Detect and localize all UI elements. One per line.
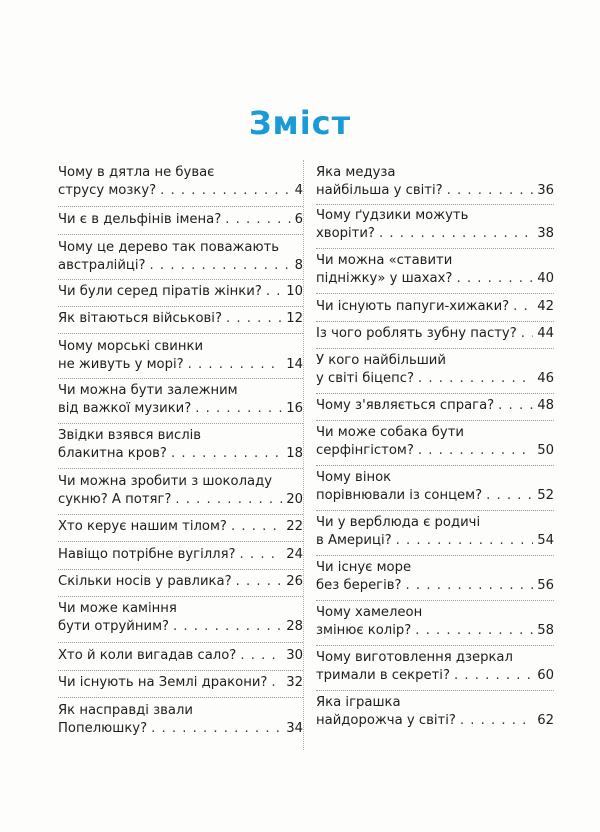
toc-entry[interactable] bbox=[316, 469, 554, 505]
entry-separator bbox=[316, 393, 554, 394]
toc-page-number: 34 bbox=[286, 721, 303, 736]
toc-entry[interactable] bbox=[316, 424, 554, 460]
toc-page-number: 58 bbox=[537, 623, 554, 638]
toc-entry-title: змінює колір? bbox=[316, 623, 412, 638]
entry-separator bbox=[316, 465, 554, 466]
toc-entry-line bbox=[316, 370, 554, 388]
column-divider bbox=[303, 160, 304, 750]
toc-entry-title: порівнювали із сонцем? bbox=[316, 488, 483, 503]
toc-page-number: 50 bbox=[537, 443, 554, 458]
toc-entry-line bbox=[58, 618, 303, 636]
toc-entry-title: Чому в дятла не буває bbox=[58, 165, 215, 180]
entry-separator bbox=[316, 321, 554, 322]
toc-entry-title: Чи може собака бути bbox=[316, 425, 464, 440]
dot-leader bbox=[456, 270, 533, 288]
toc-page-number: 10 bbox=[286, 284, 303, 299]
toc-entry-title: без берегів? bbox=[316, 578, 402, 593]
toc-entry[interactable] bbox=[58, 546, 303, 564]
entry-separator bbox=[316, 690, 554, 691]
toc-page-number: 26 bbox=[286, 574, 303, 589]
toc-entry-title: Чи існують папуги-хижаки? bbox=[316, 299, 510, 314]
toc-entry-title: Як насправді звали bbox=[58, 703, 193, 718]
entry-separator bbox=[58, 378, 303, 379]
toc-page-number: 32 bbox=[286, 675, 303, 690]
toc-entry-title: Хто керує нашим тілом? bbox=[58, 519, 227, 534]
toc-entry-title: Яка медуза bbox=[316, 165, 396, 180]
toc-page-number: 24 bbox=[286, 547, 303, 562]
toc-entry-line bbox=[316, 164, 554, 182]
entry-separator bbox=[316, 293, 554, 294]
toc-entry-title: Чому це дерево так поважають bbox=[58, 240, 280, 255]
toc-entry[interactable] bbox=[316, 164, 554, 200]
entry-separator bbox=[58, 279, 303, 280]
toc-entry[interactable] bbox=[58, 600, 303, 636]
toc-entry-line bbox=[58, 400, 303, 418]
toc-entry[interactable] bbox=[316, 397, 554, 415]
toc-entry-line bbox=[58, 356, 303, 374]
toc-entry-line bbox=[58, 445, 303, 463]
entry-separator bbox=[58, 333, 303, 334]
entry-separator bbox=[316, 645, 554, 646]
toc-entry-title: Із чого роблять зубну пасту? bbox=[316, 326, 517, 341]
toc-page-number: 40 bbox=[537, 271, 554, 286]
toc-entry-title: Навіщо потрібне вугілля? bbox=[58, 547, 236, 562]
toc-entry-title: Чи існують на Землі дракони? bbox=[58, 675, 268, 690]
toc-page-number: 4 bbox=[294, 183, 303, 198]
toc-entry-title: Яка іграшка bbox=[316, 695, 401, 710]
toc-entry[interactable] bbox=[58, 647, 303, 665]
dot-leader bbox=[175, 491, 282, 509]
dot-leader bbox=[418, 370, 533, 388]
dot-leader bbox=[236, 573, 283, 591]
toc-entry-line bbox=[58, 382, 303, 400]
dot-leader bbox=[460, 712, 533, 730]
toc-entry-line bbox=[316, 694, 554, 712]
toc-entry-line bbox=[316, 270, 554, 288]
toc-entry-line bbox=[58, 473, 303, 491]
dot-leader bbox=[454, 667, 533, 685]
toc-entry-line bbox=[58, 720, 303, 738]
toc-entry-title: Чи можна бути залежним bbox=[58, 383, 238, 398]
toc-entry[interactable] bbox=[316, 604, 554, 640]
toc-entry-line bbox=[58, 164, 303, 182]
dot-leader bbox=[266, 283, 282, 301]
toc-entry-line bbox=[58, 239, 303, 257]
toc-entry-line bbox=[316, 577, 554, 595]
toc-entry-line bbox=[58, 427, 303, 445]
toc-entry-line bbox=[316, 442, 554, 460]
toc-entry-title: Чому з'являється спрага? bbox=[316, 398, 495, 413]
toc-entry-title: струсу мозку? bbox=[58, 183, 157, 198]
entry-separator bbox=[58, 697, 303, 698]
dot-leader bbox=[447, 182, 534, 200]
entry-separator bbox=[316, 510, 554, 511]
toc-page-number: 8 bbox=[294, 258, 303, 273]
entry-separator bbox=[316, 555, 554, 556]
toc-page-number: 20 bbox=[286, 492, 303, 507]
dot-leader bbox=[150, 257, 291, 275]
entry-separator bbox=[316, 348, 554, 349]
toc-entry-title: серфінгістом? bbox=[316, 443, 414, 458]
toc-entry-title: підніжку» у шахах? bbox=[316, 271, 453, 286]
entry-separator bbox=[58, 514, 303, 515]
toc-entry-title: Чи можна зробити з шоколаду bbox=[58, 474, 273, 489]
toc-entry[interactable] bbox=[58, 382, 303, 418]
toc-page-number: 28 bbox=[286, 619, 303, 634]
toc-entry-line bbox=[316, 622, 554, 640]
toc-entry-line bbox=[58, 518, 303, 536]
toc-entry-line bbox=[58, 674, 303, 692]
toc-entry-line bbox=[316, 298, 554, 316]
toc-page-number: 56 bbox=[537, 578, 554, 593]
toc-entry-title: Чому ґудзики можуть bbox=[316, 208, 469, 223]
entry-separator bbox=[58, 642, 303, 643]
toc-entry-line bbox=[316, 397, 554, 415]
page-title: Зміст bbox=[248, 104, 352, 142]
toc-entry[interactable] bbox=[316, 649, 554, 685]
toc-entry[interactable] bbox=[316, 252, 554, 288]
toc-entry[interactable] bbox=[58, 239, 303, 275]
toc-entry[interactable] bbox=[316, 352, 554, 388]
toc-entry-line bbox=[316, 514, 554, 532]
dot-leader bbox=[173, 618, 282, 636]
toc-entry-title: в Америці? bbox=[316, 533, 392, 548]
entry-separator bbox=[58, 468, 303, 469]
dot-leader bbox=[415, 622, 533, 640]
dot-leader bbox=[226, 310, 282, 328]
entry-separator bbox=[316, 600, 554, 601]
dot-leader bbox=[271, 674, 282, 692]
dot-leader bbox=[188, 356, 283, 374]
toc-page-number: 46 bbox=[537, 371, 554, 386]
dot-leader bbox=[160, 182, 290, 200]
entry-separator bbox=[58, 670, 303, 671]
toc-page-number: 42 bbox=[537, 299, 554, 314]
toc-entry[interactable] bbox=[316, 298, 554, 316]
entry-separator bbox=[58, 423, 303, 424]
dot-leader bbox=[225, 211, 290, 229]
entry-separator bbox=[316, 420, 554, 421]
toc-entry[interactable] bbox=[58, 674, 303, 692]
toc-page-number: 62 bbox=[537, 713, 554, 728]
toc-entry[interactable] bbox=[58, 518, 303, 536]
toc-entry-title: Хто й коли вигадав сало? bbox=[58, 648, 237, 663]
toc-entry-title: найдорожча у світі? bbox=[316, 713, 456, 728]
entry-separator bbox=[58, 306, 303, 307]
toc-page-number: 52 bbox=[537, 488, 554, 503]
dot-leader bbox=[240, 647, 282, 665]
dot-leader bbox=[498, 397, 533, 415]
dot-leader bbox=[240, 546, 283, 564]
toc-entry[interactable] bbox=[58, 702, 303, 738]
toc-entry-line bbox=[316, 325, 554, 343]
toc-page-number: 12 bbox=[286, 311, 303, 326]
toc-entry[interactable] bbox=[316, 559, 554, 595]
toc-entry-line bbox=[58, 182, 303, 200]
toc-page-number: 48 bbox=[537, 398, 554, 413]
toc-entry-title: Чи може каміння bbox=[58, 601, 177, 616]
entry-separator bbox=[58, 234, 303, 235]
toc-page-number: 18 bbox=[286, 446, 303, 461]
toc-entry-title: Чи можна «ставити bbox=[316, 253, 453, 268]
dot-leader bbox=[513, 298, 533, 316]
entry-separator bbox=[316, 248, 554, 249]
entry-separator bbox=[58, 569, 303, 570]
toc-entry-title: Чи існує море bbox=[316, 560, 412, 575]
toc-page-number: 16 bbox=[286, 401, 303, 416]
toc-entry-title: найбільша у світі? bbox=[316, 183, 443, 198]
toc-entry[interactable] bbox=[58, 283, 303, 301]
toc-entry-line bbox=[58, 600, 303, 618]
toc-entry-title: Як вітаються військові? bbox=[58, 311, 222, 326]
toc-entry-line bbox=[316, 182, 554, 200]
toc-entry-line bbox=[58, 573, 303, 591]
toc-entry-line bbox=[316, 352, 554, 370]
toc-page-number: 30 bbox=[286, 648, 303, 663]
toc-page-number: 60 bbox=[537, 668, 554, 683]
toc-entry-line bbox=[316, 604, 554, 622]
toc-page-number: 6 bbox=[294, 212, 303, 227]
toc-page-number: 44 bbox=[537, 326, 554, 341]
toc-entry-line bbox=[316, 649, 554, 667]
toc-entry-title: не живуть у морі? bbox=[58, 357, 184, 372]
toc-entry-title: від важкої музики? bbox=[58, 401, 192, 416]
toc-entry-title: Чому вінок bbox=[316, 470, 392, 485]
toc-entry[interactable] bbox=[58, 427, 303, 463]
toc-entry-title: Чи були серед піратів жінки? bbox=[58, 284, 262, 299]
toc-entry-line bbox=[58, 338, 303, 356]
toc-entry[interactable] bbox=[316, 325, 554, 343]
entry-separator bbox=[58, 541, 303, 542]
toc-entry-line bbox=[316, 712, 554, 730]
toc-entry-line bbox=[316, 424, 554, 442]
toc-entry[interactable] bbox=[58, 573, 303, 591]
toc-entry-title: Чи у верблюда є родичі bbox=[316, 515, 481, 530]
toc-entry-title: блакитна кров? bbox=[58, 446, 167, 461]
dot-leader bbox=[396, 532, 534, 550]
toc-page-number: 36 bbox=[537, 183, 554, 198]
toc-entry-title: у світі біцепс? bbox=[316, 371, 414, 386]
dot-leader bbox=[195, 400, 282, 418]
toc-page-number: 14 bbox=[286, 357, 303, 372]
toc-entry[interactable] bbox=[58, 211, 303, 229]
toc-entry-title: Чому виготовлення дзеркал bbox=[316, 650, 513, 665]
dot-leader bbox=[231, 518, 282, 536]
toc-entry[interactable] bbox=[58, 164, 303, 200]
toc-entry-title: сукню? А потяг? bbox=[58, 492, 172, 507]
toc-entry[interactable] bbox=[316, 694, 554, 730]
toc-entry-title: Чому морські свинки bbox=[58, 339, 204, 354]
toc-entry-title: Звідки взявся вислів bbox=[58, 428, 202, 443]
toc-entry-line bbox=[316, 559, 554, 577]
toc-entry-line bbox=[58, 546, 303, 564]
toc-entry-line bbox=[58, 702, 303, 720]
toc-entry-title: У кого найбільший bbox=[316, 353, 446, 368]
toc-entry-title: тримали в секреті? bbox=[316, 668, 450, 683]
dot-leader bbox=[418, 442, 533, 460]
entry-separator bbox=[58, 206, 303, 207]
toc-entry-line bbox=[58, 647, 303, 665]
toc-entry-line bbox=[316, 207, 554, 225]
toc-entry-line bbox=[316, 487, 554, 505]
entry-separator bbox=[316, 204, 554, 205]
toc-entry[interactable] bbox=[58, 473, 303, 509]
toc-page-number: 22 bbox=[286, 519, 303, 534]
toc-page-number: 38 bbox=[537, 226, 554, 241]
toc-entry-line bbox=[58, 257, 303, 275]
dot-leader bbox=[171, 445, 282, 463]
toc-entry-line bbox=[316, 667, 554, 685]
toc-entry-title: Попелюшку? bbox=[58, 721, 148, 736]
toc-entry-title: Чому хамелеон bbox=[316, 605, 423, 620]
toc-entry-line bbox=[58, 283, 303, 301]
toc-entry-line bbox=[58, 310, 303, 328]
toc-entry-line bbox=[316, 225, 554, 243]
toc-entry[interactable] bbox=[316, 207, 554, 243]
toc-entry[interactable] bbox=[58, 338, 303, 374]
toc-entry-title: Скільки носів у равлика? bbox=[58, 574, 232, 589]
toc-entry-title: австралійці? bbox=[58, 258, 146, 273]
dot-leader bbox=[521, 325, 533, 343]
toc-entry-line bbox=[58, 211, 303, 229]
toc-entry-line bbox=[316, 469, 554, 487]
toc-entry-line bbox=[316, 532, 554, 550]
dot-leader bbox=[486, 487, 533, 505]
dot-leader bbox=[151, 720, 282, 738]
toc-entry[interactable] bbox=[316, 514, 554, 550]
toc-entry-line bbox=[316, 252, 554, 270]
entry-separator bbox=[58, 596, 303, 597]
toc-entry-title: Чи є в дельфінів імена? bbox=[58, 212, 222, 227]
dot-leader bbox=[379, 225, 533, 243]
toc-entry-title: хворіти? bbox=[316, 226, 375, 241]
toc-entry-line bbox=[58, 491, 303, 509]
dot-leader bbox=[406, 577, 534, 595]
toc-page-number: 54 bbox=[537, 533, 554, 548]
toc-entry[interactable] bbox=[58, 310, 303, 328]
toc-entry-title: бути отруйним? bbox=[58, 619, 170, 634]
